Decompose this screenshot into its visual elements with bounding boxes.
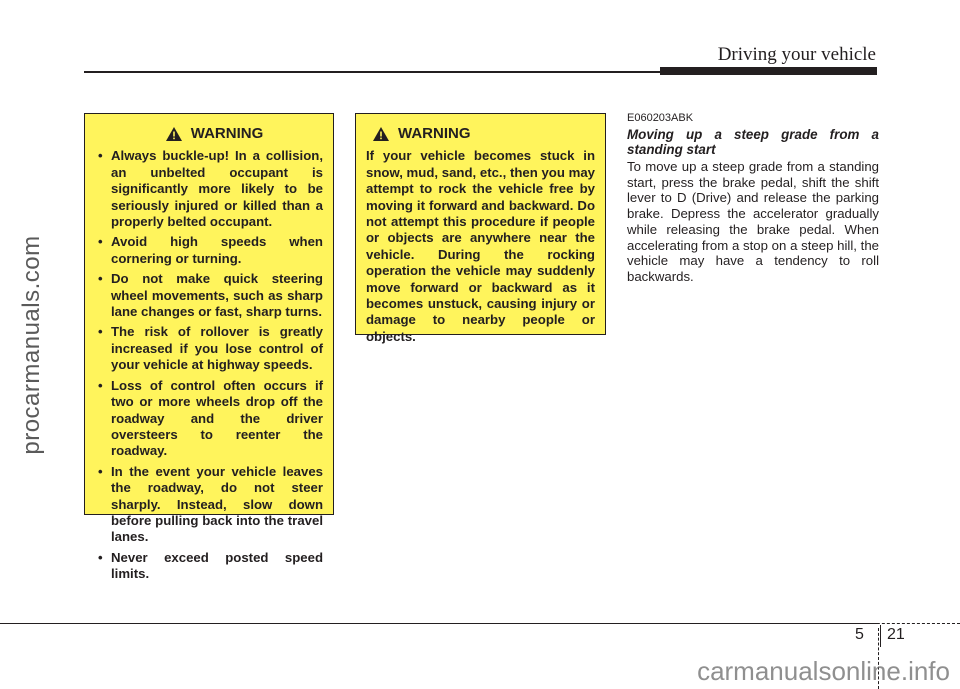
warning-item: • The risk of rollover is greatly increased if you lose control of your vehicle at highway speeds. bbox=[95, 324, 323, 373]
page-number: 21 bbox=[887, 626, 905, 643]
section-body: To move up a steep grade from a standing start, press the brake pedal, shift the shift lever to D (Drive) and release the parking brake. Depress the accelerator gradually while releasing the brake pedal. When accelerating from a stop on a steep hill, the vehicle may have a tendency to roll backwards. bbox=[627, 159, 879, 284]
warning-triangle-icon bbox=[372, 126, 390, 142]
header-rule bbox=[84, 71, 664, 73]
warning-heading: WARNING bbox=[190, 125, 264, 142]
running-header-title: Driving your vehicle bbox=[717, 44, 876, 65]
chapter-number: 5 bbox=[855, 626, 864, 643]
page-number-divider bbox=[880, 625, 881, 647]
warning-triangle-icon bbox=[165, 126, 183, 142]
header-rule-bar bbox=[660, 67, 877, 75]
warning-list bbox=[95, 148, 323, 582]
warning-body: If your vehicle becomes stuck in snow, mud, sand, etc., then you may attempt to rock the vehicle free by moving it forward and backward. Do not attempt this procedure if people or objects are anywhere near the vehicle. During the rocking operation the vehicle may suddenly move forward or backward as it becomes unstuck, causing injury or damage to nearby people or objects. bbox=[366, 148, 595, 344]
section-subheading: Moving up a steep grade from a standing start bbox=[627, 127, 879, 157]
warning-box-safety bbox=[84, 113, 334, 582]
bottom-watermark: carmanualsonline.info bbox=[697, 656, 950, 686]
warning-item: • In the event your vehicle leaves the roadway, do not steer sharply. Instead, slow down before pulling back into the travel lanes. bbox=[95, 464, 323, 546]
section-code: E060203ABK bbox=[627, 112, 694, 124]
warning-item: • Never exceed posted speed limits. bbox=[95, 550, 323, 583]
warning-header bbox=[372, 126, 595, 142]
warning-item: • Loss of control often occurs if two or more wheels drop off the roadway and the driver oversteers to reenter the roadway. bbox=[95, 378, 323, 460]
footer-rule bbox=[0, 623, 879, 624]
warning-item: • Avoid high speeds when cornering or turning. bbox=[95, 234, 323, 267]
side-watermark: procarmanuals.com bbox=[18, 235, 45, 455]
warning-item: • Always buckle-up! In a collision, an unbelted occupant is significantly more likely to be seriously injured or killed than a properly belted occupant. bbox=[95, 148, 323, 230]
warning-heading: WARNING bbox=[398, 125, 471, 142]
warning-header bbox=[105, 126, 323, 142]
warning-item: • Do not make quick steering wheel movements, such as sharp lane changes or fast, sharp turns. bbox=[95, 271, 323, 320]
warning-box-stuck-vehicle bbox=[355, 113, 606, 344]
